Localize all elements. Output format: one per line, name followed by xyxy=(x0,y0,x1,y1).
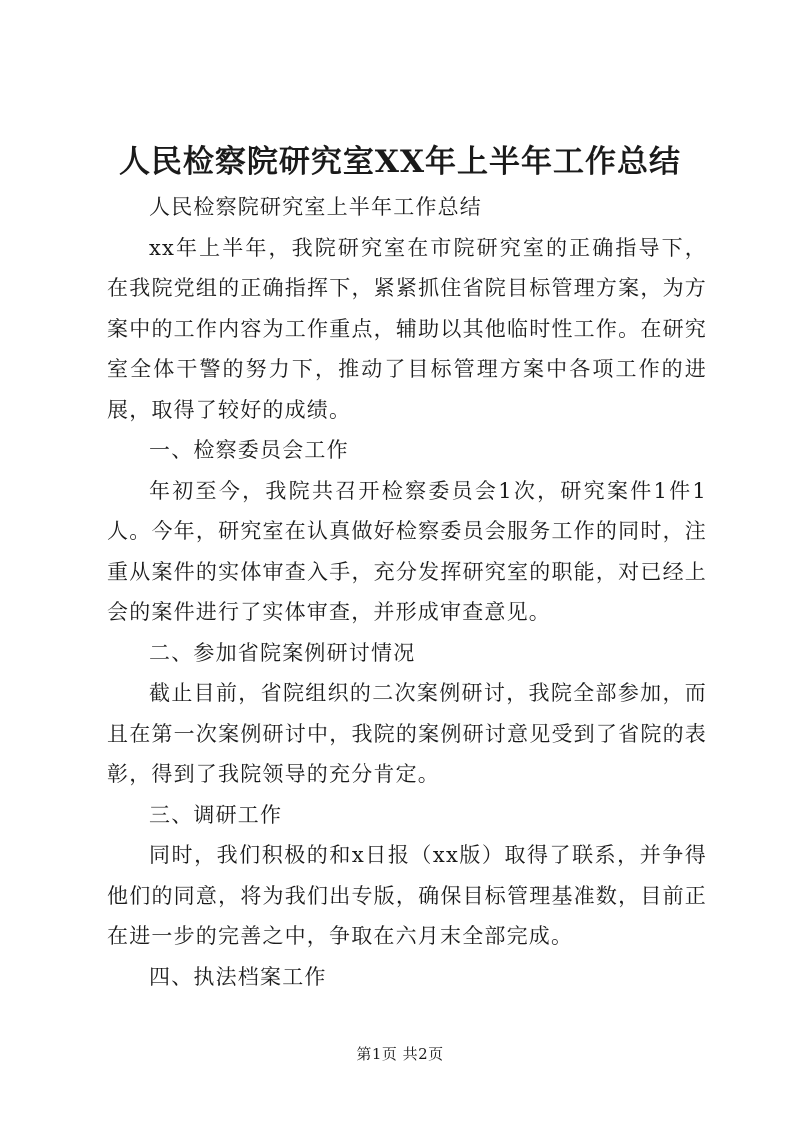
intro-paragraph: xx年上半年，我院研究室在市院研究室的正确指导下，在我院党组的正确指挥下，紧紧抓住省院目标管理方案，为方案中的工作内容为工作重点，辅助以其他临时性工作。在研究室全体干警的努力下，推动了目标管理方案中各项工作的进展，取得了较好的成绩。 xyxy=(107,235,707,422)
section-heading-3: 三、调研工作 xyxy=(149,802,283,827)
document-body xyxy=(107,187,707,997)
document-title: 人民检察院研究室XX年上半年工作总结 xyxy=(118,144,682,180)
section-heading-2: 二、参加省院案例研讨情况 xyxy=(149,640,416,665)
document-subtitle: 人民检察院研究室上半年工作总结 xyxy=(149,195,482,219)
section-paragraph-3: 同时，我们积极的和x日报（xx版）取得了联系，并争得他们的同意，将为我们出专版，确保目标管理基准数，目前正在进一步的完善之中，争取在六月末全部完成。 xyxy=(107,843,707,948)
section-heading-4: 四、执法档案工作 xyxy=(149,964,327,989)
section-paragraph-2: 截止目前，省院组织的二次案例研讨，我院全部参加，而且在第一次案例研讨中，我院的案例研讨意见受到了省院的表彰，得到了我院领导的充分肯定。 xyxy=(107,681,707,786)
page-number-footer: 第1页 共2页 xyxy=(356,1045,444,1063)
section-paragraph-1: 年初至今，我院共召开检察委员会1次，研究案件1件1人。今年，研究室在认真做好检察委员会服务工作的同时，注重从案件的实体审查入手，充分发挥研究室的职能，对已经上会的案件进行了实体审查，并形成审查意见。 xyxy=(107,478,707,624)
section-heading-1: 一、检察委员会工作 xyxy=(149,438,349,462)
